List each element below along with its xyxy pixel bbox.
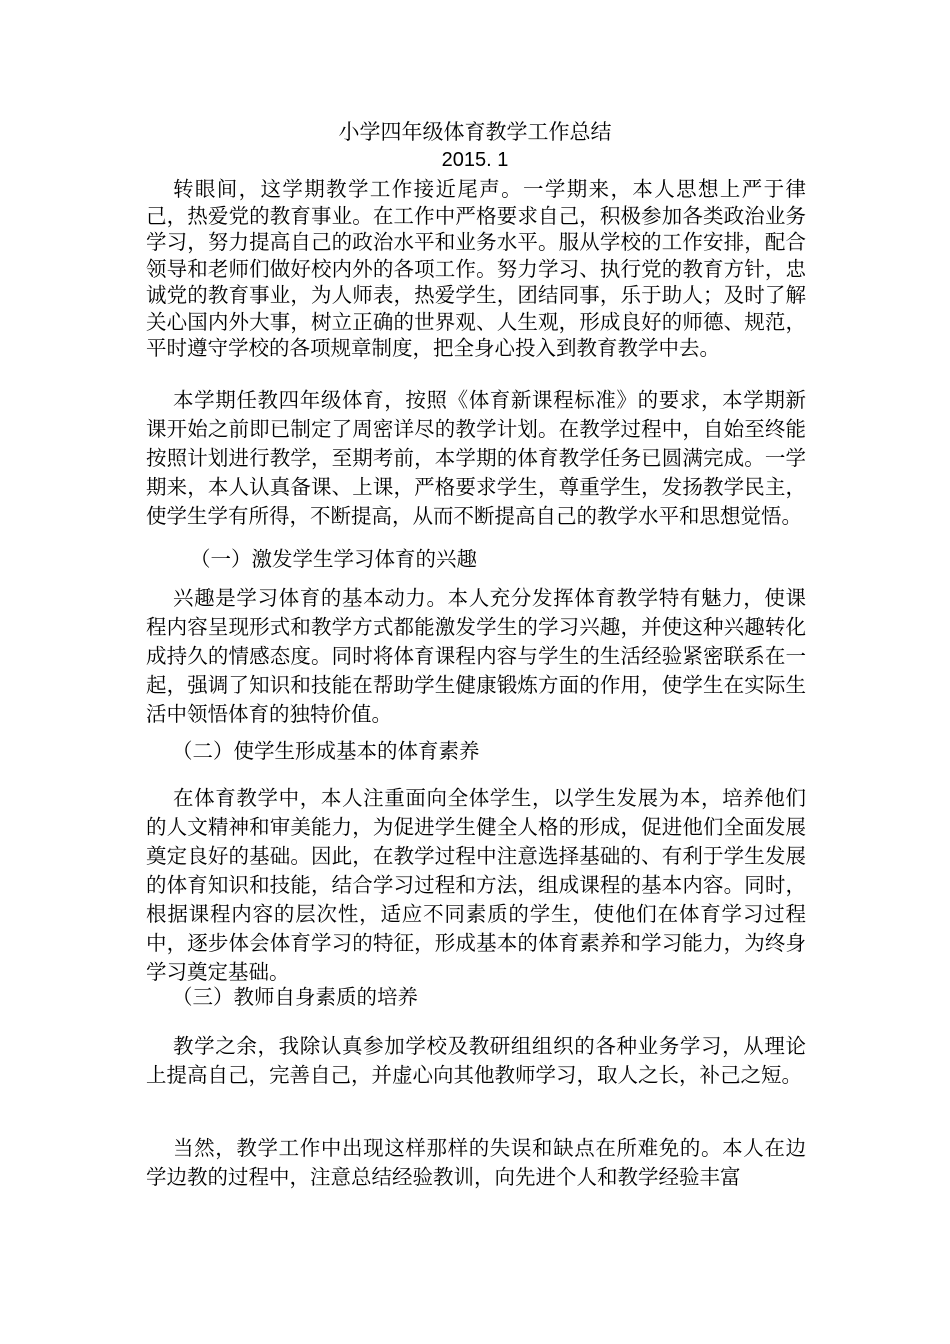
heading-section-3: （三）教师自身素质的培养 <box>172 985 418 1009</box>
paragraph-literacy: 在体育教学中，本人注重面向全体学生，以学生发展为本，培养他们的人文精神和审美能力，为促进学生健全人格的形成，促进他们全面发展奠定良好的基础。因此，在教学过程中注意选择基础的、有利于学生发展的体育知识和技能，结合学习过程和方法，组成课程的基本内容。同时，根据课程内容的层次性，适应不同素质的学生，使他们在体育学习过程中，逐步体会体育学习的特征，形成基本的体育素养和学习能力，为终身学习奠定基础。 <box>146 786 806 984</box>
paragraph-self-study: 教学之余，我除认真参加学校及教研组组织的各种业务学习，从理论上提高自己，完善自己，并虚心向其他教师学习，取人之长，补己之短。 <box>146 1034 806 1087</box>
paragraph-interest: 兴趣是学习体育的基本动力。本人充分发挥体育教学特有魅力，使课程内容呈现形式和教学方式都能激发学生的学习兴趣，并使这种兴趣转化成持久的情感态度。同时将体育课程内容与学生的生活经验紧密联系在一起，强调了知识和技能在帮助学生健康锻炼方面的作用，使学生在实际生活中领悟体育的独特价值。 <box>146 586 806 726</box>
heading-section-1: （一）激发学生学习体育的兴趣 <box>190 547 477 571</box>
paragraph-intro: 转眼间，这学期教学工作接近尾声。一学期来，本人思想上严于律己，热爱党的教育事业。在工作中严格要求自己，积极参加各类政治业务学习，努力提高自己的政治水平和业务水平。服从学校的工作安排，配合领导和老师们做好校内外的各项工作。努力学习、执行党的教育方针，忠诚党的教育事业，为人师表，热爱学生，团结同事，乐于助人；及时了解关心国内外大事，树立正确的世界观、人生观，形成良好的师德、规范，平时遵守学校的各项规章制度，把全身心投入到教育教学中去。 <box>146 177 806 360</box>
heading-section-2: （二）使学生形成基本的体育素养 <box>172 739 480 763</box>
paragraph-conclusion: 当然，教学工作中出现这样那样的失误和缺点在所难免的。本人在边学边教的过程中，注意总结经验教训，向先进个人和教学经验丰富 <box>146 1136 806 1189</box>
document-date: 2015. 1 <box>441 149 509 171</box>
document-title: 小学四年级体育教学工作总结 <box>338 120 612 144</box>
paragraph-teaching-plan: 本学期任教四年级体育，按照《体育新课程标准》的要求，本学期新课开始之前即已制定了周密详尽的教学计划。在教学过程中，自始至终能按照计划进行教学，至期考前，本学期的体育教学任务已圆满完成。一学期来，本人认真备课、上课，严格要求学生，尊重学生，发扬教学民主，使学生学有所得，不断提高，从而不断提高自己的教学水平和思想觉悟。 <box>146 388 806 528</box>
